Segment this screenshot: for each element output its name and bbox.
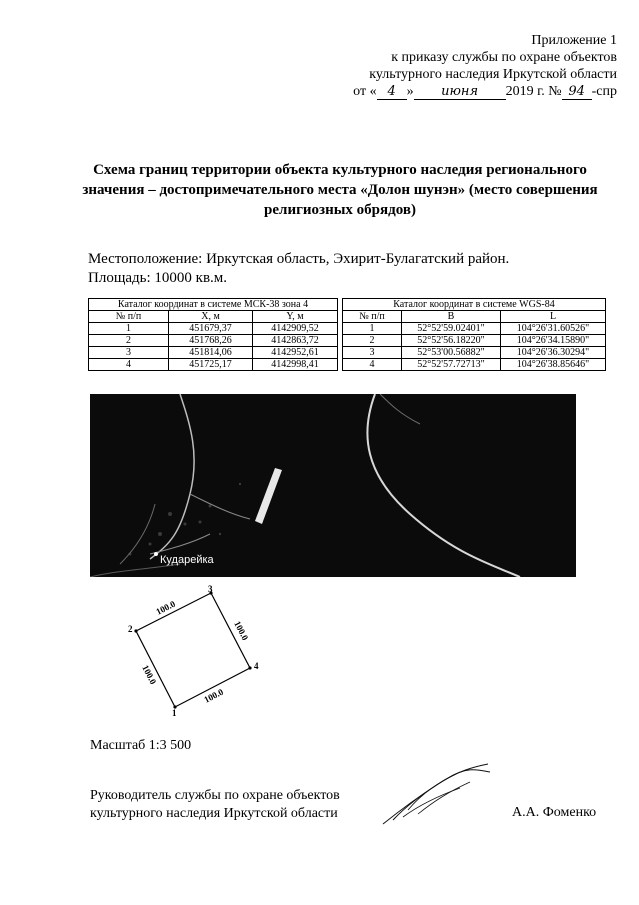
table-cell: 2 — [89, 335, 169, 347]
table-cell: 4 — [89, 359, 169, 371]
table-cell: 4142952,61 — [253, 347, 338, 359]
position-line-2: культурного наследия Иркутской области — [90, 806, 338, 821]
table-row — [343, 335, 606, 347]
scale-label: Масштаб 1:3 500 — [90, 738, 192, 753]
side-length-label: 100.0 — [232, 619, 251, 642]
side-length-label: 100.0 — [202, 686, 225, 705]
date-month: июня — [414, 85, 506, 100]
date-prefix: от « — [353, 84, 377, 99]
table-cell: 3 — [89, 347, 169, 359]
table-row — [89, 347, 338, 359]
boundary-scheme-drawing — [120, 585, 280, 720]
table-cell: 4142909,52 — [253, 323, 338, 335]
area-text: Площадь: 10000 кв.м. — [88, 270, 228, 286]
order-number: 94 — [562, 85, 592, 100]
settlement-label: Кударейка — [160, 554, 214, 566]
road-line — [367, 394, 520, 577]
side-length-label: 100.0 — [154, 598, 177, 617]
order-suffix: -спр — [591, 84, 617, 99]
wgs-coordinates-table — [342, 298, 606, 371]
vertex-point — [248, 666, 251, 669]
table-cell: 4142998,41 — [253, 359, 338, 371]
msk-table-caption: Каталог координат в системе МСК-38 зона 4 — [89, 299, 338, 311]
table-cell: 52°53'00.56882" — [402, 347, 501, 359]
side-length-label: 100.0 — [140, 663, 159, 686]
document-title: Схема границ территории объекта культурного наследия регионального значения – достопримечательного места «Долон шунэн» (место совершения религиозных обрядов) — [82, 162, 598, 218]
table-cell: 451725,17 — [169, 359, 253, 371]
table-cell: 451679,37 — [169, 323, 253, 335]
date-year: 2019 г. № — [505, 84, 562, 99]
boundary-polygon — [136, 593, 250, 707]
table-cell: 2 — [343, 335, 402, 347]
table-row — [343, 323, 606, 335]
table-cell: 104°26'31.60526" — [501, 323, 606, 335]
vertex-label-1: 1 — [172, 708, 177, 718]
table-row — [89, 323, 338, 335]
date-day: 4 — [377, 85, 407, 100]
handwritten-signature — [378, 762, 498, 837]
table-header: L — [501, 311, 606, 323]
location-text: Местоположение: Иркутская область, Эхирит-Булагатский район. — [88, 251, 510, 267]
table-cell: 1 — [89, 323, 169, 335]
location-block — [88, 250, 509, 288]
table-cell: 104°26'34.15890" — [501, 335, 606, 347]
table-cell: 52°52'59.02401" — [402, 323, 501, 335]
vertex-label-2: 2 — [128, 624, 133, 634]
vertex-label-4: 4 — [254, 661, 259, 671]
msk-coordinates-table — [88, 298, 338, 371]
table-row — [89, 335, 338, 347]
appendix-header — [353, 32, 617, 100]
date-quote: » — [406, 84, 414, 99]
table-cell: 4 — [343, 359, 402, 371]
table-header: № п/п — [343, 311, 402, 323]
table-header: № п/п — [89, 311, 169, 323]
appendix-order-line: к приказу службы по охране объектов — [391, 50, 617, 65]
table-cell: 52°52'56.18220" — [402, 335, 501, 347]
vertex-point — [134, 629, 137, 632]
table-cell: 451768,26 — [169, 335, 253, 347]
table-header: B — [402, 311, 501, 323]
settlement-marker — [154, 552, 158, 556]
wgs-table-caption: Каталог координат в системе WGS-84 — [343, 299, 606, 311]
table-row — [343, 347, 606, 359]
satellite-map-image — [90, 394, 576, 577]
appendix-title: Приложение 1 — [531, 33, 617, 48]
table-cell: 104°26'38.85646" — [501, 359, 606, 371]
boundary-scheme — [120, 585, 280, 725]
appendix-date-line — [353, 83, 617, 100]
table-cell: 52°52'57.72713" — [402, 359, 501, 371]
table-cell: 3 — [343, 347, 402, 359]
satellite-map — [90, 394, 576, 577]
table-header: X, м — [169, 311, 253, 323]
position-line-1: Руководитель службы по охране объектов — [90, 788, 340, 803]
boundary-highlight — [255, 468, 282, 524]
appendix-service-line: культурного наследия Иркутской области — [369, 67, 617, 82]
vertex-label-3: 3 — [208, 585, 213, 594]
signatory-name: А.А. Фоменко — [512, 805, 597, 820]
table-cell: 104°26'36.30294" — [501, 347, 606, 359]
table-cell: 4142863,72 — [253, 335, 338, 347]
table-cell: 451814,06 — [169, 347, 253, 359]
signatory-position — [90, 787, 340, 823]
table-header: Y, м — [253, 311, 338, 323]
table-row — [343, 359, 606, 371]
table-cell: 1 — [343, 323, 402, 335]
table-row — [89, 359, 338, 371]
